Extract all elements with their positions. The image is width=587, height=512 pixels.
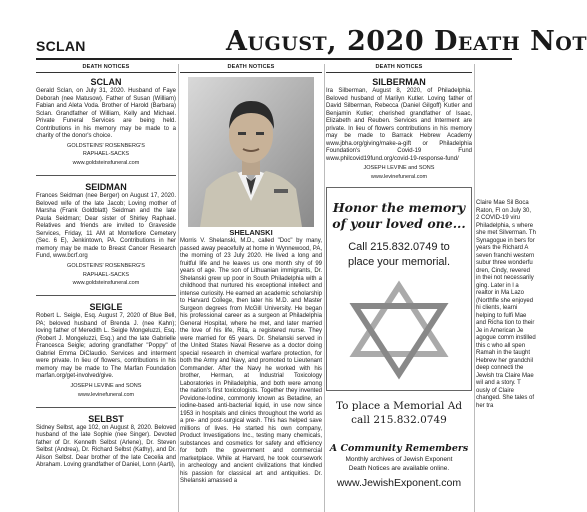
memorial-ad-note [326, 399, 472, 427]
funeral-home: RAPHAEL-SACKS [82, 151, 130, 158]
notice-name-seigle: SEIGLE [89, 302, 123, 313]
column-4 [476, 64, 536, 512]
ad-headline-line: Honor the memory [332, 199, 466, 215]
funeral-home-url[interactable]: www.levinefuneral.com [77, 391, 135, 398]
ad-headline-line: of your loved one... [332, 216, 466, 231]
column-2 [180, 64, 322, 512]
section-label: DEATH NOTICES [326, 64, 472, 73]
section-label: DEATH NOTICES [180, 64, 322, 73]
ad-call-line: Call 215.832.0749 to [348, 241, 450, 254]
memorial-ad-line: call 215.832.0749 [351, 414, 447, 427]
column-divider [178, 64, 179, 512]
community-heading: A Community Remembers [329, 443, 469, 455]
notice-body-silverman: Claire Mae Sil Boca Raton, Fl on July 30, 2 COVID-19 viru Philadelphia, s where she met Silverman. Th Synagogue in bers for years the Richard A seven franchi western subur three wonderfu dren, Cindy, revered in thei not necessarily ging. Later in l a realtor in Ma Lazo (Northfle she enjoyed hi clients, learni helping to fulfi Mae and Richa tion to their Je in American Je agogue comm instilled this c who all spen Ramah in the taught Hebrew her grandchil deep connecti the Jewish tra Claire Mae wil and a story. T ously of Claire changed. She tales of her tra [476, 200, 536, 409]
community-url-link[interactable]: www.JewishExponent.com [336, 476, 462, 489]
notice-name-sclan: SCLAN [90, 77, 122, 87]
portrait-photo [188, 77, 314, 227]
column-divider [474, 64, 475, 512]
running-head: SCLAN [36, 38, 86, 54]
funeral-home: RAPHAEL-SACKS [82, 271, 130, 278]
notice-body-seidman: Frances Seidman (nee Berger) on August 17, 2020. Beloved wife of the late Jacob; Loving mother of Marsha (Frank Goldblatt) Seidman and the late Paula Seidman; Dear sister of Shirley Raphael. Relatives and friends are invited to Graveside Services, Friday, 11 AM at Montefiore Cemetery (Sec. 6 E), Jenkintown, PA. Contributions in her memory may be made to Breast Cancer Research Fund, www.bcrf.org [36, 193, 176, 260]
notice-divider [36, 295, 176, 296]
notice-name-silberman: SILBERMAN [372, 77, 426, 87]
photo-caption: SHELANSKI [229, 228, 273, 237]
notice-divider [36, 175, 176, 176]
column-3 [326, 64, 472, 512]
community-line: Death Notices are available online. [348, 465, 450, 473]
funeral-home: JOSEPH LEVINE and SONS [70, 382, 142, 389]
funeral-home: GOLDSTEINS' ROSENBERG'S [67, 262, 145, 269]
column-1 [36, 64, 176, 512]
ad-call-text [331, 240, 467, 270]
section-label: DEATH NOTICES [36, 64, 176, 73]
community-line: Monthly archives of Jewish Exponent [345, 456, 453, 464]
notice-body-shelanski: Morris V. Shelanski, M.D., called "Doc" by many, passed away peacefully at home in Wynnewood, PA, the morning of 23 July 2020. He lived a long and fruitful life and he leaves us one month shy of 99 years of age. The son of Lithuanian immigrants, Dr. Shelanski grew up poor in South Philadelphia with a childhood that nurtured his exceptional intellect and intense curiosity. He earned an academic scholarship to Harvard College, then later his M.D. and Master Surgeon degrees from McGill University. He began his professional career as a surgeon at Philadelphia General Hospital, where he met, and later married the love of his life, Rita, a registered nurse. They were married for 65 years. Dr. Shelanski served in the United States Naval Reserve as a doctor doing special research in chemical warfare protection, for both the Army and Navy, and promoted to Lieutenant Commander. After the Navy he worked with his brother, Herman, at Industrial Toxicology Laboratories in Philadelphia, and both were among the nation's first toxicologists. Together they invented Povidone-Iodine, commonly known as Betadine, an iodine-based anti-bacterial liquid, in use now since 1953 in hospitals and clinics throughout the world as a pre- and post-surgical wash. This has helped save millions of lives. He started his own company, Product Investigations Inc., testing many chemicals, substances and cosmetics for safety and efficiency for both the government and commercial marketplace. While at Harvard, he took coursework in archeology and ancient civilizations that kindled his passion for classical art and antiquities. Dr. Shelanski amassed a [180, 238, 322, 484]
star-of-david-icon [349, 282, 449, 378]
memorial-ad-line: To place a Memorial Ad [335, 399, 463, 412]
funeral-home: GOLDSTEINS' ROSENBERG'S [67, 142, 145, 149]
notice-body-seigle: Robert L. Seigle, Esq. August 7, 2020 of Blue Bell, PA; beloved husband of Brenda J. (nee Kahn); loving father of Meredith L. Seigle Mongeluzzi, Esq. (Robert J. Mongeluzzi, Esq.) and the late Gabrielle Francesca Seigle; adoring grandfather "Poppy" of Gabriel Emma DiClaudio. Services and interment were private. In lieu of flowers, contributions in his memory may be made to The Marfan Foundation marfan.org/get-involved/give. [36, 313, 176, 380]
notice-divider [36, 407, 176, 408]
column-divider [324, 64, 325, 512]
page-masthead: August, 2020 Death Not [226, 26, 587, 57]
ad-call-line: place your memorial. [347, 256, 451, 269]
notice-body-sclan: Gerald Sclan, on July 31, 2020. Husband of Faye Deborah (nee Matusow). Father of Susan (William) Fabian and Aleta Voda. Brother of Harold (Barbara) Sclan. Grandfather of William, Kelly and Michael. Private Funeral Services are being held. Contributions in his memory may be made to a charity of the donor's choice. [36, 88, 176, 139]
notice-body-selbst: Sidney Selbst, age 102, on August 8, 2020. Beloved husband of the late Sophie (nee Singer). Devoted father of Dr. Kenneth Selbst (Arlene), Dr. Steven Selbst (Andrea), Dr. Richard Selbst (Kathy), and Dr. Alison Selbst. Dear brother of the late Cecelia and Abraham. Loving grandfather of Daniel, Lonn (Aarti), [36, 424, 176, 468]
notice-name-selbst: SELBST [88, 413, 124, 424]
notice-name-seidman: SEIDMAN [85, 182, 127, 193]
funeral-home-url[interactable]: www.goldsteinsfuneral.com [72, 160, 140, 167]
ad-headline [331, 200, 467, 233]
funeral-home-url[interactable]: www.levinefuneral.com [370, 173, 428, 180]
community-text [326, 456, 472, 474]
funeral-home: JOSEPH LEVINE and SONS [363, 165, 435, 171]
notice-body-silberman: Ira Silberman, August 8, 2020, of Philadelphia. Beloved husband of Marilyn Kutler. Loving father of David Silberman, Rebecca (Daniel Gilgoff) Kutler and Benjamin Kutler; cherished grandfather of Isaac, Elizabeth and Reuben. Services and Interment are private. In lieu of flowers contributions in his memory may be made to Barrack Hebrew Academy www.jbha.org/giving/make-a-gift or Philadelphia Foundation's Covid-19 Fund www.philcovid19fund.org/covid-19-response-fund/ [326, 88, 472, 162]
funeral-home-url[interactable]: www.goldsteinsfuneral.com [72, 280, 140, 287]
memorial-ad-box [326, 187, 472, 391]
header-rule [36, 58, 512, 60]
